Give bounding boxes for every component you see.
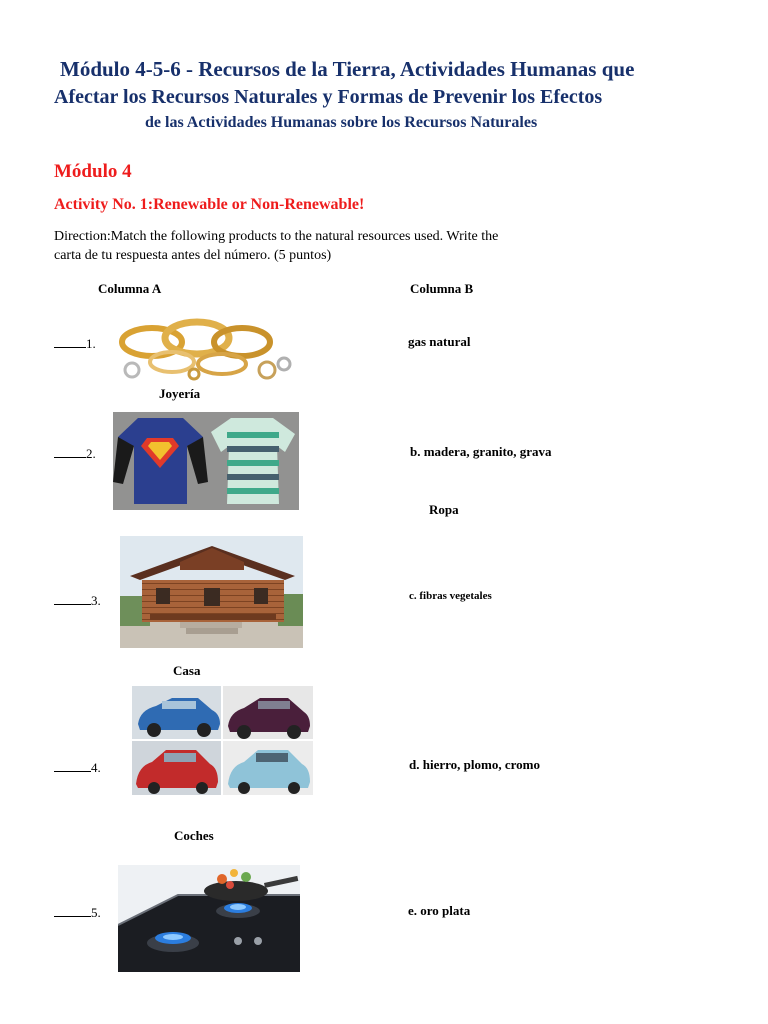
module-title: Módulo 4 <box>54 161 132 182</box>
answer-blank[interactable] <box>54 592 91 605</box>
item-4-number: 4. <box>54 759 101 776</box>
title-line-1: Módulo 4-5-6 - Recursos de la Tierra, Actividades Humanas que <box>60 57 635 81</box>
answer-blank[interactable] <box>54 759 91 772</box>
cars-image <box>132 686 313 795</box>
item-1-label: Joyería <box>159 386 201 401</box>
answer-4: d. hierro, plomo, cromo <box>409 757 540 772</box>
activity-title: Activity No. 1:Renewable or Non-Renewable! <box>54 196 365 213</box>
title-line-2: Afectar los Recursos Naturales y Formas de Prevenir los Efectos <box>54 86 603 108</box>
direction-line-2: carta de tu respuesta antes del número. (5 puntos) <box>54 248 332 263</box>
item-3-label: Casa <box>173 663 201 678</box>
column-a-heading: Columna A <box>98 281 162 296</box>
direction-text <box>54 227 544 265</box>
house-image <box>120 536 303 648</box>
direction-line-1: Direction:Match the following products to the natural resources used. Write the <box>54 229 499 244</box>
answer-1: gas natural <box>408 334 471 349</box>
answer-blank[interactable] <box>54 445 86 458</box>
answer-5: e. oro plata <box>408 903 471 918</box>
item-2-number: 2. <box>54 445 96 462</box>
jewelry-image <box>112 312 297 384</box>
clothes-image <box>113 412 299 510</box>
item-3-number: 3. <box>54 592 101 609</box>
column-b-heading: Columna B <box>410 281 474 296</box>
title-line-3: de las Actividades Humanas sobre los Recursos Naturales <box>145 114 538 131</box>
item-4-label: Coches <box>174 828 214 843</box>
item-2-label: Ropa <box>429 502 459 517</box>
answer-blank[interactable] <box>54 335 86 348</box>
gas-stove-image <box>118 865 300 972</box>
item-1-number: 1. <box>54 335 96 352</box>
answer-blank[interactable] <box>54 904 91 917</box>
answer-3: c. fibras vegetales <box>409 590 492 602</box>
item-5-number: 5. <box>54 904 101 921</box>
answer-2: b. madera, granito, grava <box>410 444 552 459</box>
